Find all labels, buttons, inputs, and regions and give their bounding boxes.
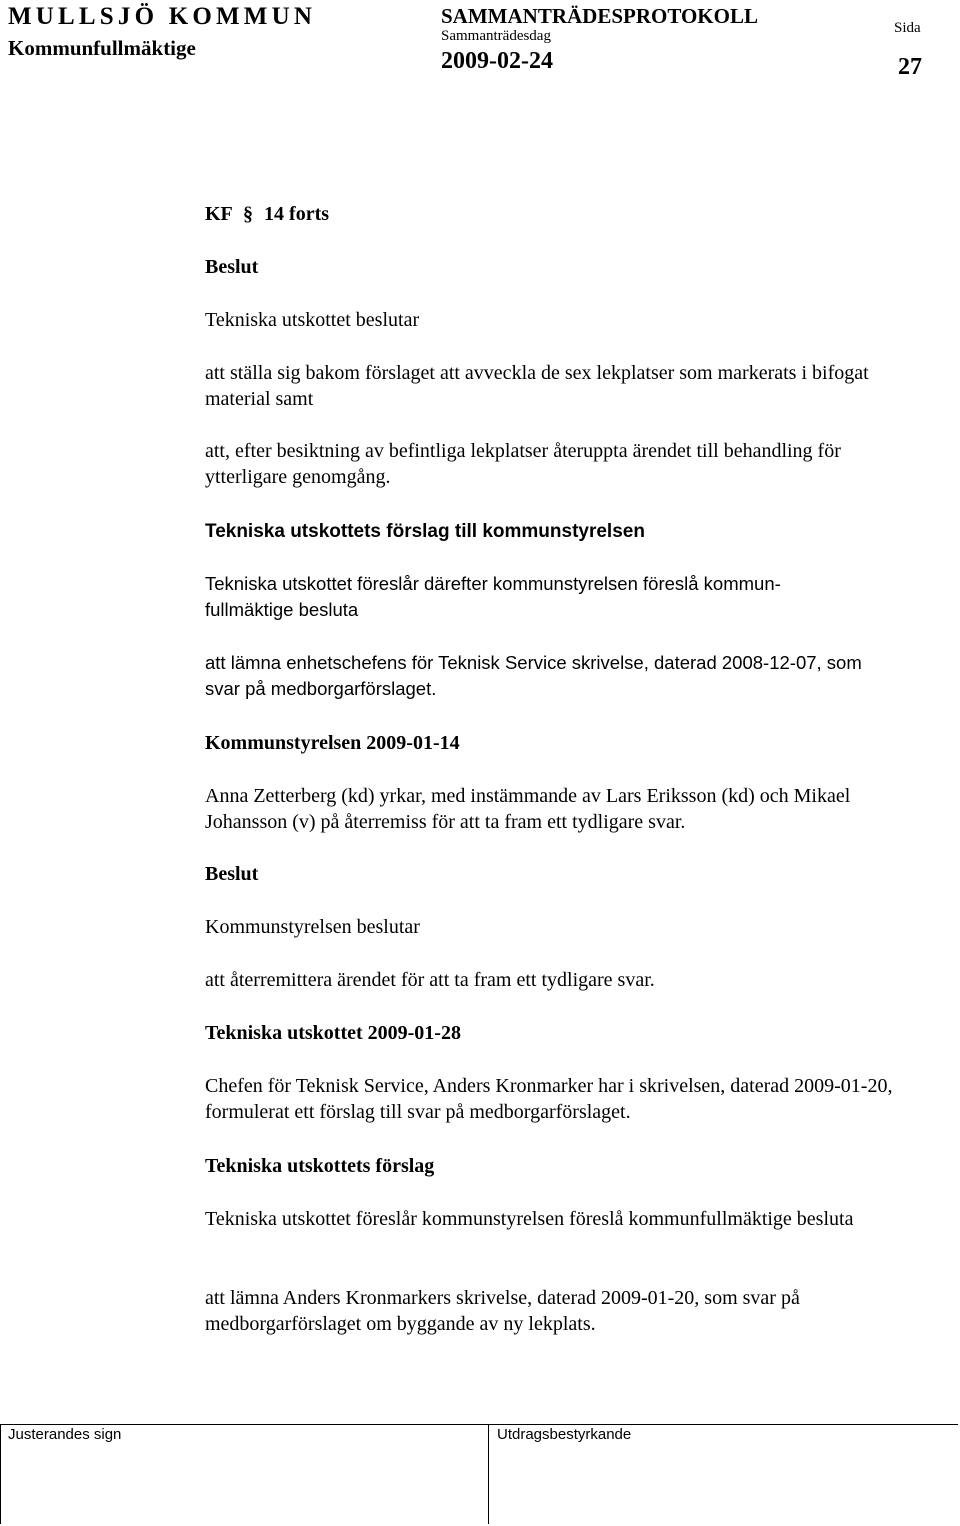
proposal-att-clause: att lämna Anders Kronmarkers skrivelse, daterad 2009-01-20, som svar på medborgarförslaget om byggande av ny lekplats. [205, 1287, 800, 1335]
document-type: SAMMANTRÄDESPROTOKOLL [441, 4, 758, 28]
meeting-text: Anna Zetterberg (kd) yrkar, med instämmande av Lars Eriksson (kd) och Mikael Johansson (v) på återremiss för att ta fram ett tydligare svar. [205, 785, 851, 833]
organization-name: MULLSJÖ KOMMUN [8, 3, 317, 30]
proposal-intro: Tekniska utskottet föreslår därefter kommunstyrelsen föreslå kommun- fullmäktige besluta [205, 573, 781, 620]
section-prefix: KF [205, 203, 233, 225]
page-number: 27 [898, 54, 922, 80]
meeting-heading: Kommunstyrelsen 2009-01-14 [205, 732, 460, 754]
page-label: Sida [894, 20, 921, 36]
proposal-intro: Tekniska utskottet föreslår kommunstyrelsen föreslå kommunfullmäktige besluta [205, 1208, 854, 1230]
proposal-heading: Tekniska utskottets förslag till kommunstyrelsen [205, 521, 645, 542]
utdragsbestyrkande-label: Utdragsbestyrkande [497, 1426, 632, 1443]
proposal-heading: Tekniska utskottets förslag [205, 1155, 435, 1177]
meeting-date: 2009-02-24 [441, 48, 553, 74]
section-suffix: 14 forts [264, 203, 330, 225]
governing-body: Kommunfullmäktige [8, 36, 196, 60]
footer-middle-border [488, 1424, 489, 1524]
meeting-date-label: Sammanträdesdag [441, 28, 551, 44]
footer-divider [0, 1424, 958, 1425]
meeting-text: Chefen för Teknisk Service, Anders Kronmarker har i skrivelsen, daterad 2009-01-20, formulerat ett förslag till svar på medborgarförslaget. [205, 1075, 893, 1123]
att-clause: att ställa sig bakom förslaget att avveckla de sex lekplatser som markerats i bifogat material samt [205, 362, 869, 410]
proposal-att-clause: att lämna enhetschefens för Teknisk Service skrivelse, daterad 2008-12-07, som svar på medborgarförslaget. [205, 652, 862, 699]
footer-left-border [0, 1424, 1, 1524]
meeting-heading: Tekniska utskottet 2009-01-28 [205, 1022, 461, 1044]
beslut-intro: Tekniska utskottet beslutar [205, 309, 420, 331]
section-heading [205, 201, 329, 227]
beslut-heading: Beslut [205, 256, 259, 278]
beslut-intro: Kommunstyrelsen beslutar [205, 916, 420, 938]
att-clause: att, efter besiktning av befintliga lekplatser återuppta ärendet till behandling för ytterligare genomgång. [205, 440, 841, 488]
att-clause: att återremittera ärendet för att ta fram ett tydligare svar. [205, 969, 655, 991]
paragraph-symbol: § [243, 203, 254, 225]
beslut-heading: Beslut [205, 863, 259, 885]
justerandes-sign-label: Justerandes sign [8, 1426, 122, 1443]
